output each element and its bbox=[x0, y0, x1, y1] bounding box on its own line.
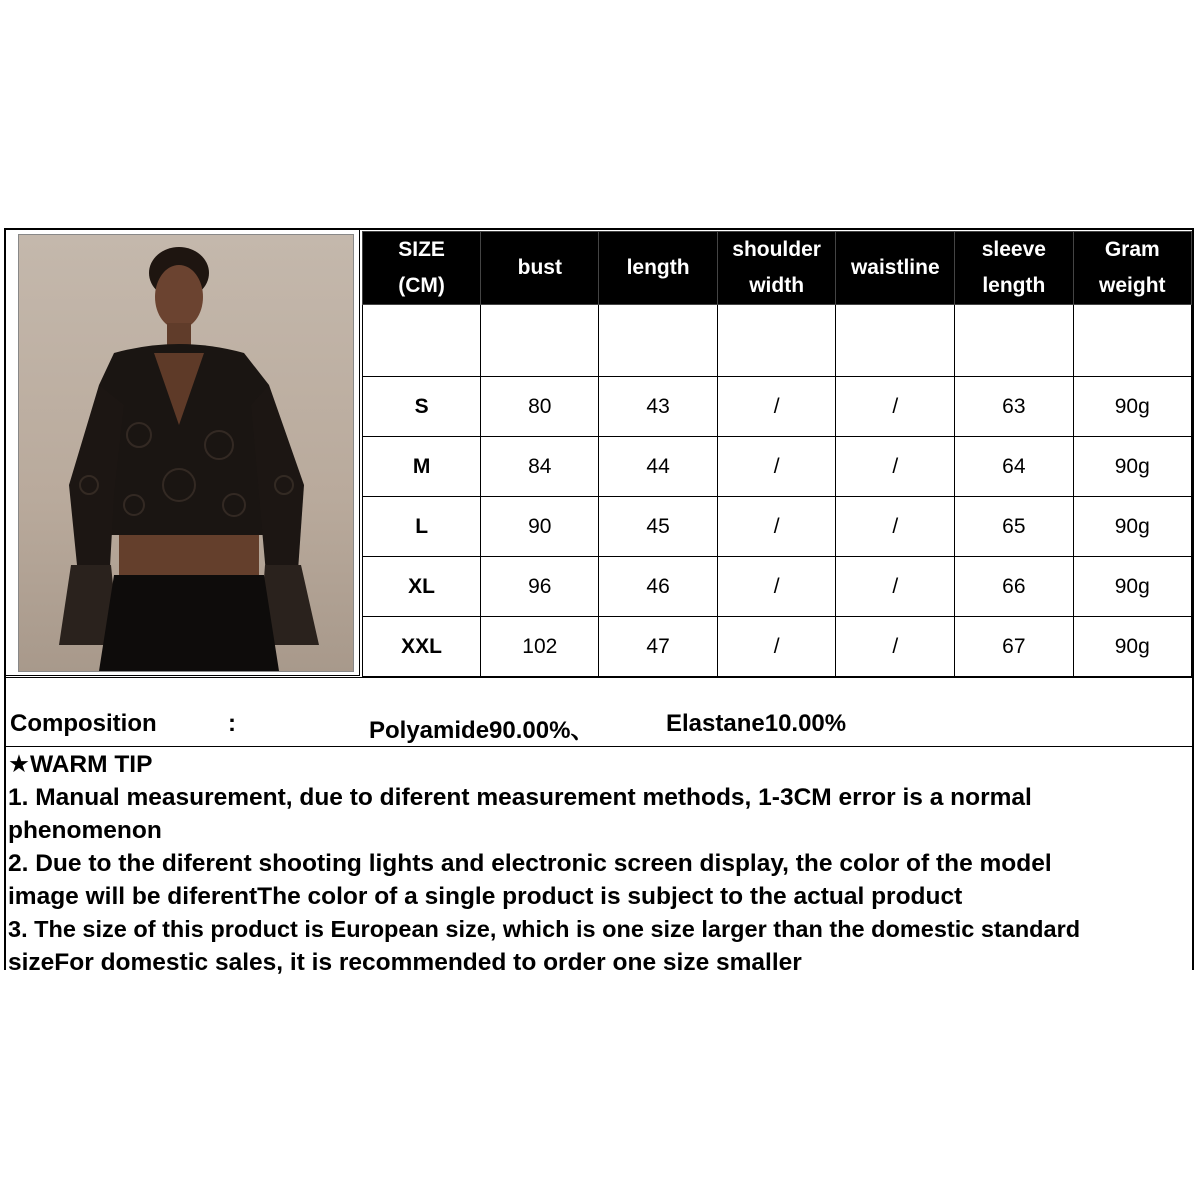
composition-colon: : bbox=[228, 710, 236, 737]
table-row-blank bbox=[363, 305, 1192, 377]
header-waistline: waistline bbox=[836, 232, 955, 305]
length-cell: 45 bbox=[599, 497, 717, 557]
table-row bbox=[363, 497, 1192, 557]
header-length: length bbox=[599, 232, 717, 305]
length-cell: 43 bbox=[599, 377, 717, 437]
sleeve-cell: 66 bbox=[955, 557, 1073, 617]
warm-tip-title: ★WARM TIP bbox=[8, 751, 153, 778]
composition-row bbox=[6, 677, 1192, 747]
warm-tip-line: phenomenon bbox=[8, 817, 162, 844]
shoulder-cell: / bbox=[717, 497, 836, 557]
bust-cell: 96 bbox=[481, 557, 599, 617]
bust-cell: 90 bbox=[481, 497, 599, 557]
sleeve-cell: 63 bbox=[955, 377, 1073, 437]
length-cell: 47 bbox=[599, 617, 717, 677]
size-cell: XL bbox=[363, 557, 481, 617]
weight-cell: 90g bbox=[1073, 617, 1191, 677]
header-size: SIZE (CM) bbox=[363, 232, 481, 305]
shoulder-cell: / bbox=[717, 617, 836, 677]
warm-tip-line: 1. Manual measurement, due to diferent measurement methods, 1-3CM error is a normal bbox=[8, 784, 1032, 811]
warm-tip-line: 2. Due to the diferent shooting lights and electronic screen display, the color of the model bbox=[8, 850, 1052, 877]
table-header-row bbox=[363, 232, 1192, 305]
product-photo bbox=[18, 234, 354, 672]
weight-cell: 90g bbox=[1073, 437, 1191, 497]
waistline-cell: / bbox=[836, 557, 955, 617]
composition-elastane: Elastane10.00% bbox=[666, 710, 847, 737]
size-cell: L bbox=[363, 497, 481, 557]
shoulder-cell: / bbox=[717, 557, 836, 617]
bust-cell: 102 bbox=[481, 617, 599, 677]
shoulder-cell: / bbox=[717, 437, 836, 497]
weight-cell: 90g bbox=[1073, 377, 1191, 437]
bust-cell: 80 bbox=[481, 377, 599, 437]
header-gram-weight: Gram weight bbox=[1073, 232, 1191, 305]
waistline-cell: / bbox=[836, 497, 955, 557]
length-cell: 44 bbox=[599, 437, 717, 497]
sleeve-cell: 64 bbox=[955, 437, 1073, 497]
header-shoulder-width: shoulder width bbox=[717, 232, 836, 305]
table-row bbox=[363, 377, 1192, 437]
size-cell: XXL bbox=[363, 617, 481, 677]
size-chart-sheet bbox=[4, 228, 1194, 976]
sleeve-cell: 67 bbox=[955, 617, 1073, 677]
table-row bbox=[363, 557, 1192, 617]
waistline-cell: / bbox=[836, 377, 955, 437]
warm-tip-line: image will be diferentThe color of a single product is subject to the actual product bbox=[8, 883, 963, 910]
size-table bbox=[362, 231, 1192, 677]
table-row bbox=[363, 437, 1192, 497]
waistline-cell: / bbox=[836, 617, 955, 677]
warm-tip-line: 3. The size of this product is European size, which is one size larger than the domestic standard bbox=[8, 916, 1081, 942]
warm-tip-line: sizeFor domestic sales, it is recommended to order one size smaller bbox=[8, 949, 802, 976]
warm-tip-section bbox=[8, 748, 1188, 979]
composition-polyamide: Polyamide90.00%、 bbox=[369, 717, 595, 744]
sleeve-cell: 65 bbox=[955, 497, 1073, 557]
size-cell: M bbox=[363, 437, 481, 497]
weight-cell: 90g bbox=[1073, 497, 1191, 557]
model-image bbox=[19, 235, 353, 671]
weight-cell: 90g bbox=[1073, 557, 1191, 617]
composition-label: Composition bbox=[10, 710, 157, 737]
length-cell: 46 bbox=[599, 557, 717, 617]
header-sleeve-length: sleeve length bbox=[955, 232, 1073, 305]
header-bust: bust bbox=[481, 232, 599, 305]
product-photo-frame bbox=[6, 230, 360, 676]
bust-cell: 84 bbox=[481, 437, 599, 497]
waistline-cell: / bbox=[836, 437, 955, 497]
size-cell: S bbox=[363, 377, 481, 437]
table-row bbox=[363, 617, 1192, 677]
shoulder-cell: / bbox=[717, 377, 836, 437]
